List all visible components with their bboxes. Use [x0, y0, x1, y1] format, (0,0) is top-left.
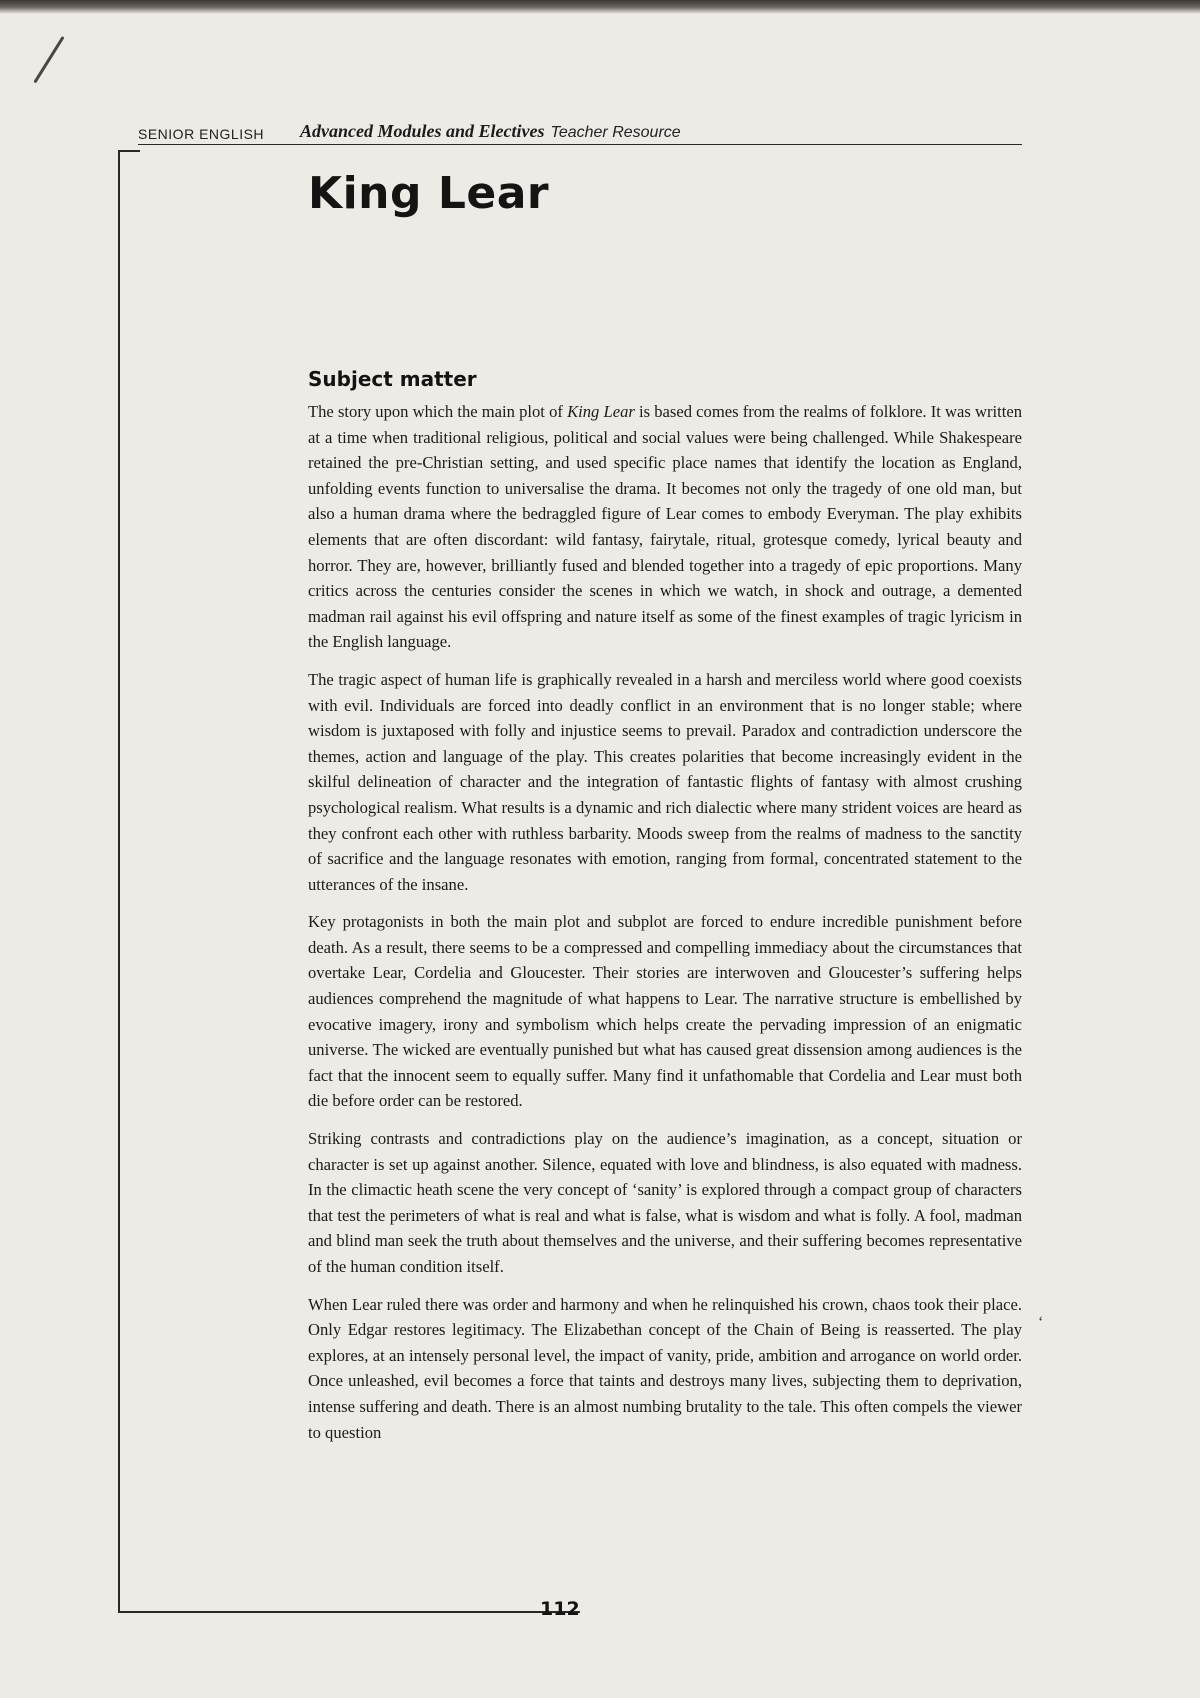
running-header [138, 118, 1022, 145]
main-content [308, 168, 1022, 1457]
series-label: SENIOR ENGLISH [138, 126, 265, 142]
frame-top-rule [118, 150, 140, 152]
paragraph-4: Striking contrasts and contradictions play on the audience’s imagination, as a concept, situation or character is set up against another. Silence, equated with love and blindness, is also equated with madness. In the climactic heath scene the very concept of ‘sanity’ is explored through a compact group of characters that test the perimeters of what is real and what is false, what is wisdom and what is folly. A fool, madman and blind man seek the truth about themselves and the universe, and their suffering becomes representative of the human condition itself. [308, 1129, 1022, 1276]
paragraph-1-after: is based comes from the realms of folklore. It was written at a time when traditional religious, political and social values were being challenged. While Shakespeare retained the pre-Christian setting, and used specific place names that identify the location as England, unfolding events function to universalise the drama. It becomes not only the tragedy of one old man, but also a human drama where the bedraggled figure of Lear comes to embody Everyman. The play exhibits elements that are often discordant: wild fantasy, fairytale, ritual, grotesque comedy, lyrical beauty and horror. They are, however, brilliantly fused and blended together into a tragedy of epic proportions. Many critics across the centuries consider the scenes in which we watch, in shock and outrage, a demented madman rail against his evil offspring and nature itself as some of the finest examples of tragic lyricism in the English language. [308, 402, 1022, 652]
play-title-italic: King Lear [567, 402, 635, 421]
chapter-title: King Lear [308, 168, 550, 219]
book-subtitle: Teacher Resource [550, 124, 681, 141]
paragraph-2: The tragic aspect of human life is graphically revealed in a harsh and merciless world where good coexists with evil. Individuals are forced into deadly conflict in an environment that is no longer stable; where wisdom is juxtaposed with folly and injustice seems to prevail. Paradox and contradiction underscore the themes, action and language of the play. This creates polarities that become increasingly evident in the skilful delineation of character and the integration of fantastic flights of fantasy with almost crushing psychological realism. What results is a dynamic and rich dialectic where many strident voices are heard as they confront each other with ruthless barbarity. Moods sweep from the realms of madness to the sanctity of sacrifice and the language resonates with emotion, ranging from formal, concentrated statement to the utterances of the insane. [308, 669, 1022, 894]
margin-pencil-mark: ‘ [1038, 1314, 1044, 1331]
paragraph-5: When Lear ruled there was order and harmony and when he relinquished his crown, chaos took their place. Only Edgar restores legitimacy. The Elizabethan concept of the Chain of Being is reasserted. The play explores, at an intensely personal level, the impact of vanity, pride, ambition and arrogance on world order. Once unleashed, evil becomes a force that taints and destroys many lives, subjecting them to deprivation, intense suffering and death. There is an almost numbing brutality to the tale. This often compels the viewer to question [308, 1294, 1022, 1442]
page-number: 112 [540, 1598, 580, 1620]
book-title: Advanced Modules and Electives [300, 121, 545, 141]
paragraph-3: Key protagonists in both the main plot and subplot are forced to endure incredible punishment before death. As a result, there seems to be a compressed and compelling immediacy about the circumstances that overtake Lear, Cordelia and Gloucester. Their stories are interwoven and Gloucester’s suffering helps audiences comprehend the magnitude of what happens to Lear. The narrative structure is embellished by evocative imagery, irony and symbolism which helps create the pervading impression of an enigmatic universe. The wicked are eventually punished but what has caused great dissension among audiences is the fact that the innocent seem to equally suffer. Many find it unfathomable that Cordelia and Lear must both die before order can be restored. [308, 912, 1022, 1111]
paragraph-1-before: The story upon which the main plot of [308, 402, 568, 421]
frame-left-rule [118, 150, 120, 1612]
paragraph-1 [308, 399, 1022, 655]
section-heading: Subject matter [308, 367, 477, 391]
frame-bottom-rule [118, 1611, 580, 1613]
